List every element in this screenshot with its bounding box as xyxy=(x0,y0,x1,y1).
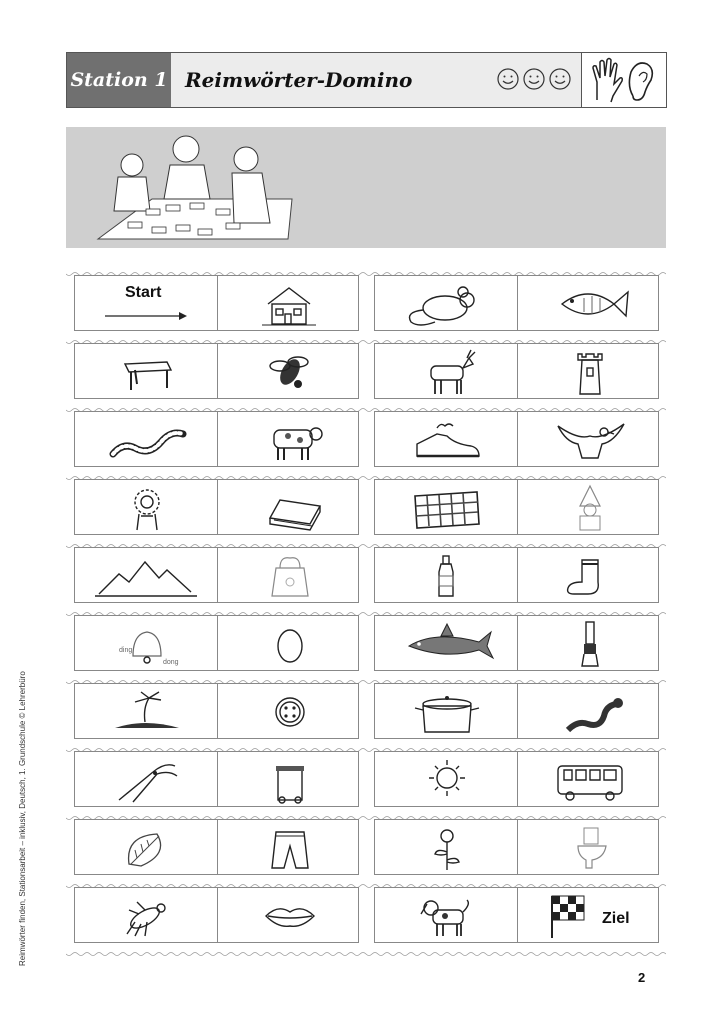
domino-half xyxy=(375,412,517,466)
eagle-icon xyxy=(518,412,660,466)
page-number: 2 xyxy=(638,970,646,985)
bottle-icon xyxy=(375,548,517,602)
domino-half xyxy=(217,344,360,398)
children-playing-domino-illustration xyxy=(66,127,666,248)
domino-card[interactable] xyxy=(74,683,359,739)
table-icon xyxy=(75,344,217,398)
domino-card[interactable] xyxy=(74,547,359,603)
island-icon xyxy=(75,684,217,738)
domino-half xyxy=(217,548,360,602)
domino-card[interactable] xyxy=(374,887,659,943)
domino-half xyxy=(75,480,217,534)
domino-card[interactable] xyxy=(74,411,359,467)
domino-card[interactable] xyxy=(374,479,659,535)
bag-icon xyxy=(218,548,360,602)
domino-half xyxy=(217,752,360,806)
cut-line xyxy=(66,951,666,957)
house-icon xyxy=(218,276,360,330)
domino-card[interactable] xyxy=(74,275,359,331)
domino-half xyxy=(75,548,217,602)
domino-half xyxy=(375,548,517,602)
blanket-icon xyxy=(375,480,517,534)
worm-icon xyxy=(75,412,217,466)
domino-card[interactable] xyxy=(374,343,659,399)
domino-card[interactable] xyxy=(74,751,359,807)
smiley-icon xyxy=(523,68,545,90)
domino-half xyxy=(75,684,217,738)
domino-half xyxy=(75,412,217,466)
louse-icon xyxy=(75,888,217,942)
domino-half xyxy=(517,820,660,874)
smiley-icon xyxy=(549,68,571,90)
domino-half xyxy=(75,820,217,874)
snake-icon xyxy=(518,684,660,738)
smiley-icon xyxy=(497,68,519,90)
brush-icon xyxy=(518,616,660,670)
domino-half xyxy=(217,684,360,738)
domino-half xyxy=(375,820,517,874)
start-label: Start xyxy=(125,284,162,301)
shark-icon xyxy=(375,616,517,670)
lion-icon xyxy=(75,480,217,534)
cow-icon xyxy=(218,412,360,466)
sun-icon xyxy=(375,752,517,806)
trousers-icon xyxy=(218,820,360,874)
domino-card[interactable] xyxy=(374,819,659,875)
domino-half xyxy=(517,752,660,806)
egg-icon xyxy=(218,616,360,670)
domino-card[interactable] xyxy=(374,275,659,331)
domino-half xyxy=(217,616,360,670)
domino-card[interactable] xyxy=(74,479,359,535)
bin-icon xyxy=(218,752,360,806)
dog-icon xyxy=(375,888,517,942)
domino-card[interactable] xyxy=(74,615,359,671)
domino-half xyxy=(375,344,517,398)
title-box xyxy=(171,53,581,107)
hand-ear-icon xyxy=(581,53,666,107)
pliers-icon xyxy=(75,752,217,806)
button-icon xyxy=(218,684,360,738)
domino-half xyxy=(517,616,660,670)
domino-half xyxy=(517,548,660,602)
domino-half xyxy=(217,412,360,466)
bell-icon xyxy=(75,616,217,670)
domino-half xyxy=(375,888,517,942)
domino-card[interactable] xyxy=(374,751,659,807)
leaf-icon xyxy=(75,820,217,874)
domino-half xyxy=(75,344,217,398)
domino-half xyxy=(517,276,660,330)
domino-card[interactable] xyxy=(74,887,359,943)
domino-board xyxy=(66,275,666,950)
domino-card[interactable] xyxy=(374,683,659,739)
domino-half xyxy=(375,752,517,806)
domino-card[interactable] xyxy=(374,547,659,603)
domino-half xyxy=(217,888,360,942)
domino-half xyxy=(375,276,517,330)
domino-card[interactable] xyxy=(374,411,659,467)
illustration-banner xyxy=(66,127,666,248)
smiley-rating xyxy=(497,68,571,90)
domino-card[interactable] xyxy=(74,819,359,875)
shoe-icon xyxy=(375,412,517,466)
rose-icon xyxy=(375,820,517,874)
domino-half xyxy=(517,480,660,534)
svg-text:ding: ding xyxy=(119,647,133,654)
gnome-icon xyxy=(518,480,660,534)
finish-flag-icon xyxy=(518,888,660,942)
domino-card[interactable] xyxy=(374,615,659,671)
domino-half xyxy=(75,616,217,670)
domino-half xyxy=(217,480,360,534)
domino-half xyxy=(375,616,517,670)
station-label: Station 1 xyxy=(67,53,171,107)
domino-half xyxy=(75,888,217,942)
lips-icon xyxy=(218,888,360,942)
domino-half xyxy=(75,752,217,806)
page-title: Reimwörter-Domino xyxy=(185,68,413,92)
domino-half xyxy=(375,684,517,738)
ziel-label: Ziel xyxy=(602,910,630,927)
domino-half xyxy=(217,276,360,330)
domino-half xyxy=(517,888,660,942)
station-header xyxy=(66,52,667,108)
domino-half xyxy=(217,820,360,874)
domino-half xyxy=(375,480,517,534)
fly-icon xyxy=(218,344,360,398)
mountains-icon xyxy=(75,548,217,602)
sock-icon xyxy=(518,548,660,602)
domino-half xyxy=(75,276,217,330)
domino-card[interactable] xyxy=(74,343,359,399)
mouse-icon xyxy=(375,276,517,330)
bus-icon xyxy=(518,752,660,806)
domino-half xyxy=(517,412,660,466)
goat-icon xyxy=(375,344,517,398)
domino-half xyxy=(517,344,660,398)
side-note: Reimwörter finden, Stationsarbeit – inklusiv, Deutsch, 1. Grundschule © Lehrerbüro xyxy=(18,671,27,966)
pot-icon xyxy=(375,684,517,738)
tower-icon xyxy=(518,344,660,398)
svg-text:dong: dong xyxy=(163,659,179,666)
fish-icon xyxy=(518,276,660,330)
domino-half xyxy=(517,684,660,738)
toilet-icon xyxy=(518,820,660,874)
book-icon xyxy=(218,480,360,534)
